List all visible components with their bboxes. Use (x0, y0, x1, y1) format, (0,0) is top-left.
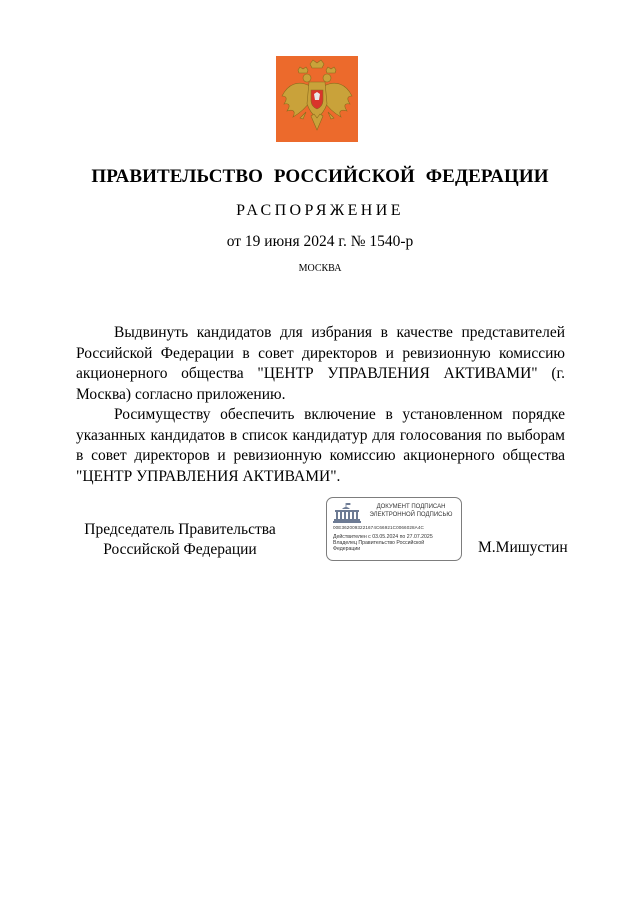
stamp-certificate: 00E3620093221674C66921C0066028A4C (333, 525, 424, 530)
stamp-heading (363, 504, 459, 519)
signer-title-line: Председатель Правительства (84, 521, 276, 538)
signer-title (70, 520, 290, 560)
document-type: РАСПОРЯЖЕНИЕ (236, 202, 404, 219)
signer-name: М.Мишустин (478, 539, 568, 556)
document-body (76, 323, 565, 487)
stamp-heading-line: ЭЛЕКТРОННОЙ ПОДПИСЬЮ (369, 511, 453, 518)
electronic-signature-stamp (326, 497, 462, 561)
paragraph: Росимуществу обеспечить включение в установленном порядке указанных кандидатов в список кандидатур для голосования по выборам в совет директоров и ревизионную комиссию акционерного общества "ЦЕНТР УПРАВЛЕНИЯ АКТИВАМИ". (76, 406, 565, 485)
paragraph: Выдвинуть кандидатов для избрания в качестве представителей Российской Федерации в совет директоров и ревизионную комиссию акционерного общества "ЦЕНТР УПРАВЛЕНИЯ АКТИВАМИ" (г. Москва) согласно приложению. (76, 324, 565, 403)
signer-title-line: Российской Федерации (103, 541, 257, 558)
government-building-icon (333, 503, 361, 523)
stamp-validity: Действителен с 03.05.2024 по 27.07.2025 (333, 534, 433, 540)
russian-coat-of-arms-icon (276, 56, 358, 142)
stamp-owner: Владелец Правительство Российской Федерации (333, 540, 425, 553)
stamp-heading-line: ДОКУМЕНТ ПОДПИСАН (376, 504, 446, 510)
document-date-number: от 19 июня 2024 г. № 1540-р (226, 233, 414, 250)
document-city: МОСКВА (298, 263, 342, 274)
government-title: ПРАВИТЕЛЬСТВО РОССИЙСКОЙ ФЕДЕРАЦИИ (91, 166, 549, 187)
